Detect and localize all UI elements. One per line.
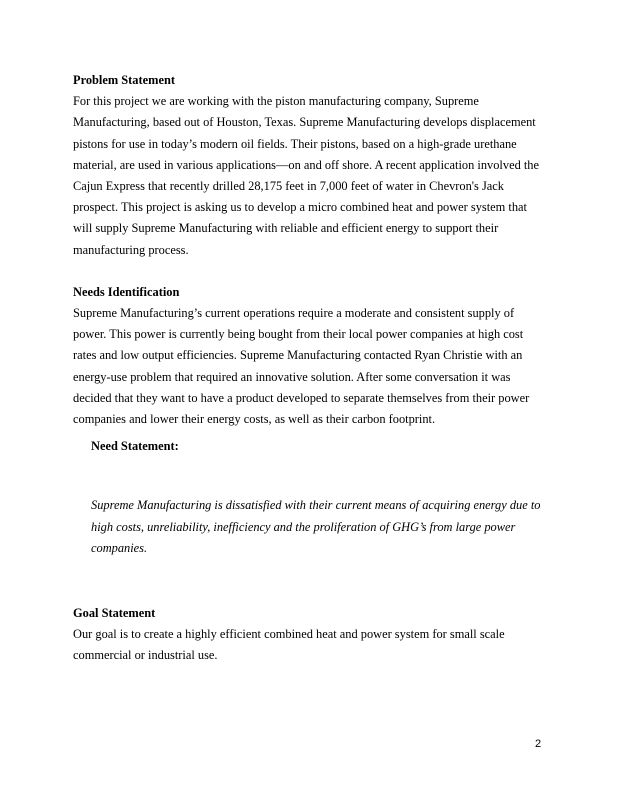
problem-statement-heading: Problem Statement [73,73,175,87]
need-statement-section [73,436,545,559]
problem-statement-section [73,70,545,261]
goal-statement-text: Our goal is to create a highly efficient combined heat and power system for small scale commercial or industrial use. [73,627,505,663]
needs-identification-section [73,282,545,430]
problem-statement-text: For this project we are working with the piston manufacturing company, Supreme Manufacturing, based out of Houston, Texas. Supreme Manufacturing develops displacement pistons for use in today’s modern oil fields. Their pistons, based on a high-grade urethane material, are used in various applications—on and off shore. A recent application involved the Cajun Express that recently drilled 28,175 feet in 7,000 feet of water in Chevron's Jack prospect. This project is asking us to develop a micro combined heat and power system that will supply Supreme Manufacturing with reliable and efficient energy to support their manufacturing process. [73,94,540,257]
page-number: 2 [535,738,542,750]
need-statement-heading: Need Statement: [91,439,179,454]
needs-identification-heading: Needs Identification [73,284,180,299]
goal-statement-heading: Goal Statement [73,606,156,621]
needs-identification-text: Supreme Manufacturing’s current operations require a moderate and consistent supply of power. This power is currently being bought from their local power companies at high cost rates and low output efficiencies. Supreme Manufacturing contacted Ryan Christie with an energy-use problem that required an innovative solution. After some conversation it was decided that they want to have a product developed to separate themselves from their power companies and lower their energy costs, as well as their carbon footprint. [73,306,530,427]
page-content [73,70,545,667]
need-statement-text: Supreme Manufacturing is dissatisfied with their current means of acquiring energy due to high costs, unreliability, inefficiency and the proliferation of GHG’s from large power companies. [91,498,541,555]
goal-statement-section [73,603,545,667]
